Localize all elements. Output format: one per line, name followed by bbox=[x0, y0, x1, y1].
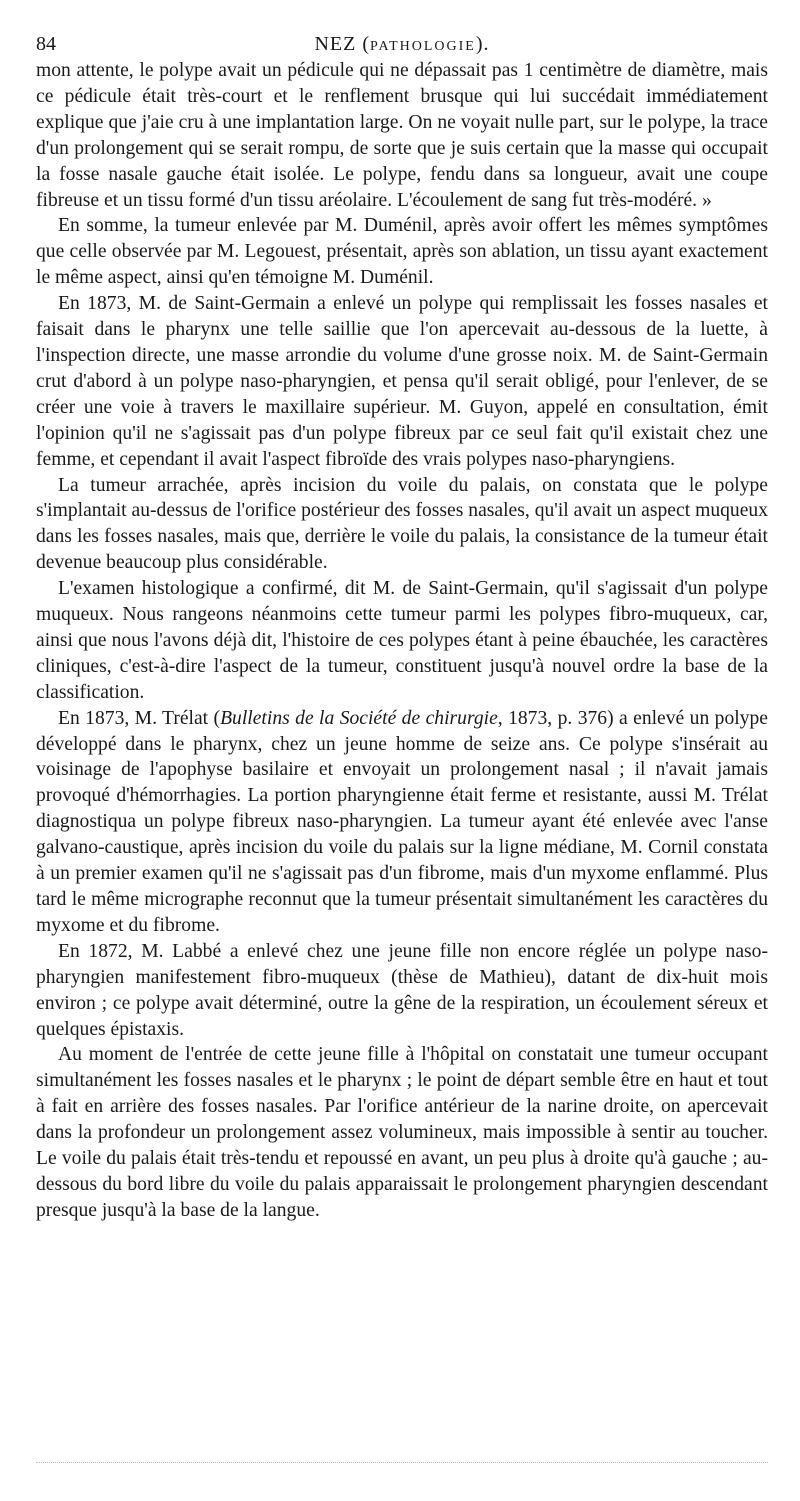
running-title bbox=[36, 30, 768, 61]
paragraph-with-citation bbox=[36, 706, 768, 939]
citation-title: Bulletins de la Société de chirurgie bbox=[220, 707, 498, 729]
book-page bbox=[36, 30, 768, 1224]
paragraph: Au moment de l'entrée de cette jeune fille à l'hôpital on constatait une tumeur occupant simultanément les fosses nasales et le pharynx ; le point de départ semble être en haut et tout à fait en arrière des fosses nasales. Par l'orifice antérieur de la narine droite, on apercevait dans la profondeur un prolongement assez volumineux, mais impossible à sentir au toucher. Le voile du palais était très-tendu et repoussé en avant, un peu plus à droite qu'à gauche ; au-dessous du bord libre du voile du palais apparaissait le prolongement pharyngien descendant presque jusqu'à la base de la langue. bbox=[36, 1044, 768, 1221]
paragraph: mon attente, le polype avait un pédicule qui ne dépassait pas 1 centimètre de diamètre, mais ce pédicule était très-court et le renflement brusque qui lui succédait immédiatement explique que j'aie cru à une implantation large. On ne voyait nulle part, sur le polype, la trace d'un prolongement qui se serait rompu, de sorte que je suis certain que la masse qui occupait la fosse nasale gauche était isolée. Le polype, fendu dans sa longueur, avait une coupe fibreuse et un tissu formé d'un tissu aréolaire. L'écoulement de sang fut très-modéré. » bbox=[36, 60, 768, 211]
paragraph: En 1873, M. de Saint-Germain a enlevé un polype qui remplissait les fosses nasales et faisait dans le pharynx une telle saillie que l'on apercevait au-dessous de la luette, à l'inspection directe, une masse arrondie du volume d'une grosse noix. M. de Saint-Germain crut d'abord à un polype naso-pharyngien, et pensa qu'il serait obligé, pour l'enlever, de se créer une voie à travers le maxillaire supérieur. M. Guyon, appelé en consultation, émit l'opinion qu'il ne s'agissait pas d'un polype fibreux par ce seul fait qu'il existait chez une femme, et cependant il avait l'aspect fibroïde des vrais polypes naso-pharyngiens. bbox=[36, 293, 768, 470]
running-title-main: NEZ ( bbox=[314, 33, 371, 55]
paragraph-text: En 1873, M. Trélat ( bbox=[58, 707, 221, 729]
footer-rule bbox=[36, 1462, 768, 1464]
paragraph: L'examen histologique a confirmé, dit M. de Saint-Germain, qu'il s'agissait d'un polype muqueux. Nous rangeons néanmoins cette tumeur parmi les polypes fibro-muqueux, car, ainsi que nous l'avons déjà dit, l'histoire de ces polypes étant à peine ébauchée, les caractères cliniques, c'est-à-dire l'aspect de la tumeur, constituent jusqu'à nouvel ordre la base de la classification. bbox=[36, 578, 768, 703]
running-title-sub: PATHOLOGIE bbox=[370, 39, 476, 54]
paragraph: En somme, la tumeur enlevée par M. Duménil, après avoir offert les mêmes symptômes que celle observée par M. Legouest, présentait, après son ablation, un tissu ayant exactement le même aspect, ainsi qu'en témoigne M. Duménil. bbox=[36, 215, 768, 289]
page-header bbox=[36, 30, 768, 58]
paragraph: En 1872, M. Labbé a enlevé chez une jeune fille non encore réglée un polype naso-pharyngien manifestement fibro-muqueux (thèse de Mathieu), datant de dix-huit mois environ ; ce polype avait déterminé, outre la gêne de la respiration, un écoulement séreux et quelques épistaxis. bbox=[36, 940, 768, 1040]
page-number: 84 bbox=[36, 33, 56, 55]
body-text bbox=[36, 58, 768, 1224]
paragraph-text: , 1873, p. 376) a enlevé un polype développé dans le pharynx, chez un jeune homme de seize ans. Ce polype s'insérait au voisinage de l'apophyse basilaire et envoyait un prolongement nasal ; il n'avait jamais provoqué d'hémorrhagies. La portion pharyngienne était ferme et resistante, aussi M. Trélat diagnostiqua un polype fibreux naso-pharyngien. La tumeur ayant été enlevée avec l'anse galvano-caustique, après incision du voile du palais sur la ligne médiane, M. Cornil constata à un premier examen qu'il ne s'agissait pas d'un fibrome, mais d'un myxome enflammé. Plus tard le même micrographe reconnut que la tumeur présentait simultanément les caractères du myxome et du fibrome. bbox=[36, 707, 768, 936]
paragraph: La tumeur arrachée, après incision du voile du palais, on constata que le polype s'implantait au-dessus de l'orifice postérieur des fosses nasales, qu'il avait un aspect muqueux dans les fosses nasales, mais que, derrière le voile du palais, la consistance de la tumeur était devenue beaucoup plus considérable. bbox=[36, 474, 768, 574]
running-title-end: ). bbox=[475, 33, 490, 55]
